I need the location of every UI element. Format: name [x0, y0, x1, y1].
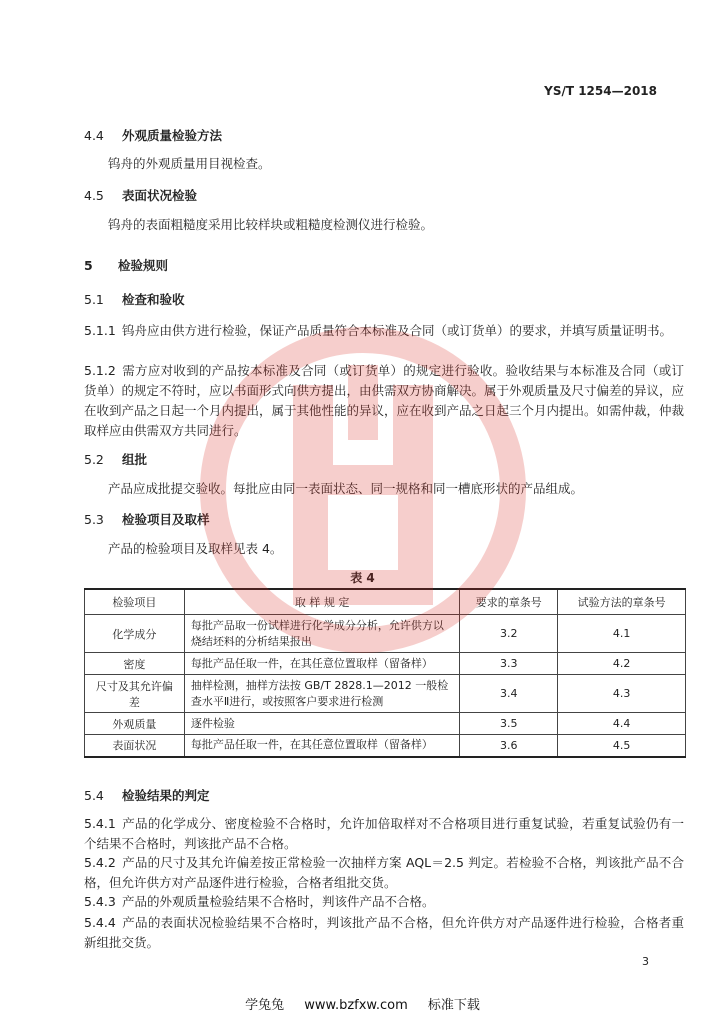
section-4-4-heading: 4.4 外观质量检验方法 — [84, 128, 223, 143]
table-row — [85, 735, 686, 757]
section-4-4-body: 钨舟的外观质量用目视检查。 — [108, 156, 271, 171]
standard-code: YS/T 1254—2018 — [544, 84, 657, 98]
inspection-table — [84, 588, 686, 758]
cell-sampling: 每批产品取一份试样进行化学成分分析，允许供方以烧结坯料的分析结果报出 — [184, 615, 460, 653]
clause-5-4-4: 5.4.4 产品的表面状况检验结果不合格时，判该批产品不合格，但允许供方对产品逐件进行检验，合格者重新组批交货。 — [84, 915, 684, 950]
cell-requirement: 3.3 — [460, 653, 558, 675]
clause-5-1-2: 5.1.2 需方应对收到的产品按本标准及合同（或订货单）的规定进行验收。验收结果与本标准及合同（或订货单）的规定不符时，应以书面形式向供方提出，由供需双方协商解决。属于外观质量及尺寸偏差的异议，应在收到产品之日起一个月内提出，属于其他性能的异议，应在收到产品之日起三个月内提出。如需仲裁，仲裁取样应由供需双方共同进行。 — [84, 363, 685, 438]
cell-method: 4.5 — [558, 735, 686, 757]
col-header-item: 检验项目 — [85, 589, 185, 615]
table-row — [85, 615, 686, 653]
col-header-requirement-clause: 要求的章条号 — [460, 589, 558, 615]
footer-slogan: 标准下载 — [427, 998, 480, 1013]
cell-sampling: 每批产品任取一件，在其任意位置取样（留备样） — [184, 735, 460, 757]
section-5-3-body: 产品的检验项目及取样见表 4。 — [108, 541, 283, 556]
footer-site-name: 学兔兔 — [245, 998, 285, 1013]
clause-5-1-1: 5.1.1 钨舟应由供方进行检验，保证产品质量符合本标准及合同（或订货单）的要求，并填写质量证明书。 — [84, 323, 673, 338]
cell-requirement: 3.5 — [460, 713, 558, 735]
section-5-4-heading: 5.4 检验结果的判定 — [84, 788, 210, 803]
site-footer — [0, 994, 725, 1013]
cell-method: 4.2 — [558, 653, 686, 675]
cell-requirement: 3.6 — [460, 735, 558, 757]
section-5-3-heading: 5.3 检验项目及取样 — [84, 512, 210, 527]
clause-5-4-3: 5.4.3 产品的外观质量检验结果不合格时，判该件产品不合格。 — [84, 894, 435, 909]
table-row — [85, 713, 686, 735]
col-header-sampling: 取 样 规 定 — [184, 589, 460, 615]
cell-item: 外观质量 — [85, 713, 185, 735]
footer-url-link[interactable]: www.bzfxw.com — [304, 998, 408, 1013]
section-4-5-heading: 4.5 表面状况检验 — [84, 188, 198, 203]
page-number: 3 — [642, 955, 649, 968]
cell-sampling: 逐件检验 — [184, 713, 460, 735]
section-5-2-body: 产品应成批提交验收。每批应由同一表面状态、同一规格和同一槽底形状的产品组成。 — [108, 481, 584, 496]
cell-method: 4.3 — [558, 675, 686, 713]
cell-requirement: 3.4 — [460, 675, 558, 713]
table-4-caption: 表 4 — [350, 571, 375, 585]
cell-sampling: 抽样检测，抽样方法按 GB/T 2828.1—2012 一般检查水平Ⅱ进行，或按照客户要求进行检测 — [184, 675, 460, 713]
cell-sampling: 每批产品任取一件，在其任意位置取样（留备样） — [184, 653, 460, 675]
cell-item: 尺寸及其允许偏差 — [85, 675, 185, 713]
cell-item: 密度 — [85, 653, 185, 675]
table-header-row — [85, 589, 686, 615]
section-5-heading: 5 检验规则 — [84, 258, 169, 273]
cell-item: 化学成分 — [85, 615, 185, 653]
cell-requirement: 3.2 — [460, 615, 558, 653]
section-5-2-heading: 5.2 组批 — [84, 452, 148, 467]
table-row — [85, 653, 686, 675]
clause-5-4-2: 5.4.2 产品的尺寸及其允许偏差按正常检验一次抽样方案 AQL＝2.5 判定。若检验不合格，判该批产品不合格，但允许供方对产品逐件进行检验，合格者组批交货。 — [84, 855, 684, 890]
col-header-test-method-clause: 试验方法的章条号 — [558, 589, 686, 615]
section-5-1-heading: 5.1 检查和验收 — [84, 292, 185, 307]
section-4-5-body: 钨舟的表面粗糙度采用比较样块或粗糙度检测仪进行检验。 — [108, 217, 434, 232]
cell-method: 4.4 — [558, 713, 686, 735]
cell-method: 4.1 — [558, 615, 686, 653]
table-row — [85, 675, 686, 713]
cell-item: 表面状况 — [85, 735, 185, 757]
clause-5-4-1: 5.4.1 产品的化学成分、密度检验不合格时，允许加倍取样对不合格项目进行重复试验，若重复试验仍有一个结果不合格时，判该批产品不合格。 — [84, 816, 684, 851]
